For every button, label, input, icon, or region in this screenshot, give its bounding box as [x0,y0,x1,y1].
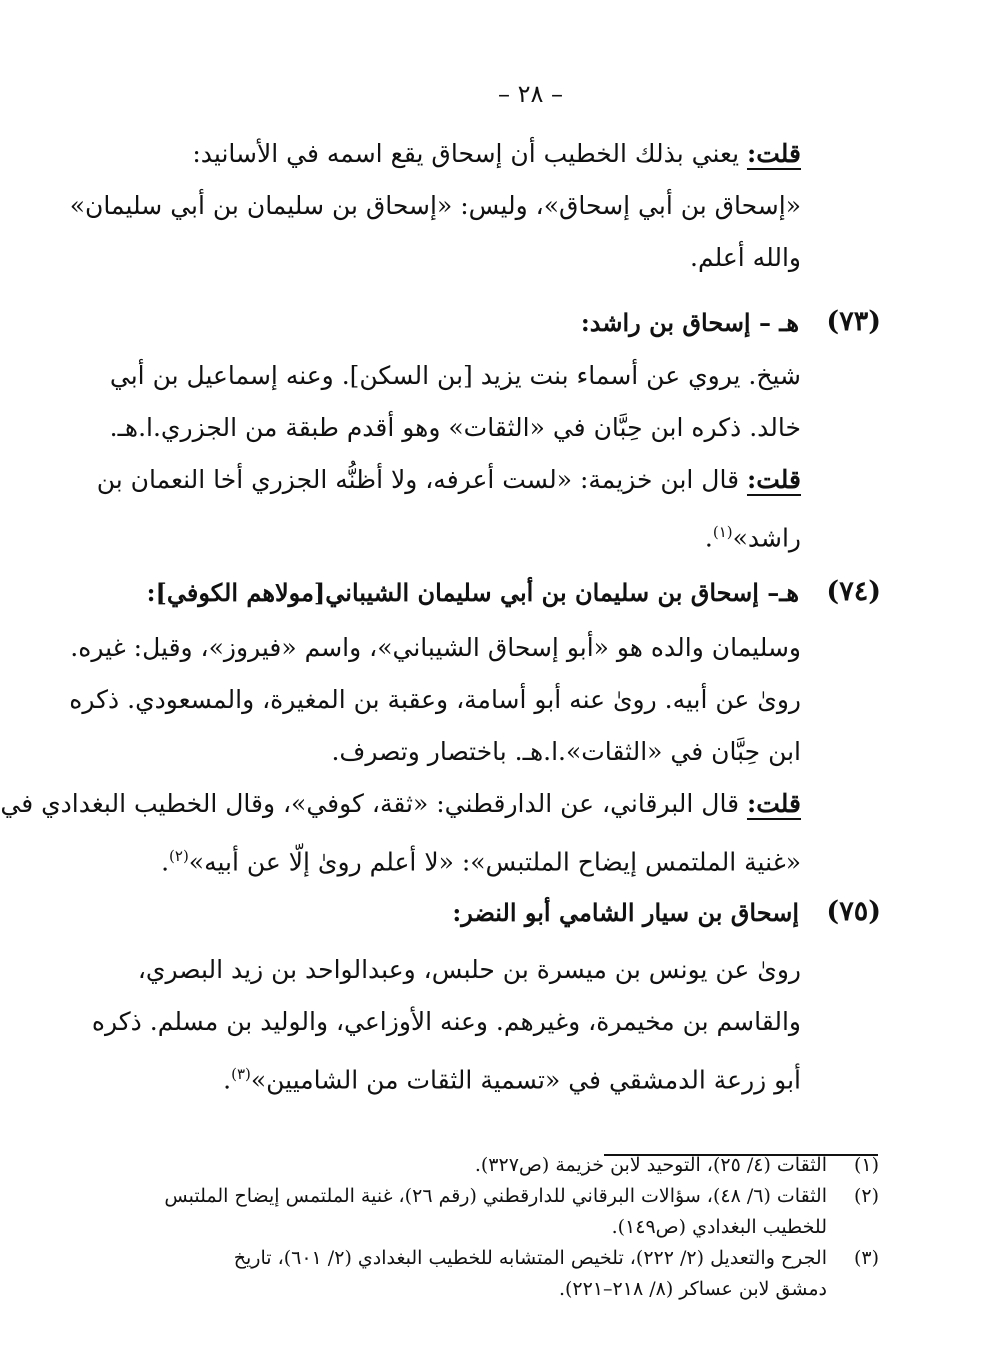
entry-heading: إسحاق بن سيار الشامي أبو النضر: [452,898,799,927]
entry-number: (٧٤) [826,576,881,607]
entry-body [0,622,801,882]
note-line [96,454,801,506]
footnote-body [164,1181,827,1243]
note-line: «غنية الملتمس إيضاح الملتبس»: «لا أعلم رویٰ إلّا عن أبيه»$^{(٢)}$. [161,847,801,877]
entry-line: ابن حِبَّان في «الثقات».ا.هـ. باختصار وتصرف. [331,737,801,766]
entry-line: أبو زرعة الدمشقي في «تسمية الثقات من الشاميين»$^{(٣)}$. [223,1065,801,1095]
qult-label: قلت: [746,789,801,818]
entry-line: وسليمان والده هو «أبو إسحاق الشيباني»، واسم «فيروز»، وقيل: غيره. [70,633,801,662]
note-text: راشد» [732,523,801,553]
intro-line: والله أعلم. [690,243,801,272]
entry-body [96,350,801,558]
footnote [164,1181,879,1243]
note-text: قال البرقاني، عن الدارقطني: «ثقة، كوفي»، وقال الخطيب البغدادي في [0,789,747,818]
intro-text: يعني بذلك الخطيب أن إسحاق يقع اسمه في الأسانيد: [192,139,747,168]
footnote-ref: (٢) [169,847,189,865]
intro-line: «إسحاق بن أبي إسحاق»، وليس: «إسحاق بن سليمان بن أبي سليمان» [69,191,801,220]
qult-label: قلت: [746,465,801,494]
entry-body [91,944,801,1100]
entry-line: رویٰ عن يونس بن ميسرة بن حلبس، وعبدالواحد بن زيد البصري، [137,955,801,984]
entry-line: خالد. ذكره ابن حِبَّان في «الثقات» وهو أقدم طبقة من الجزري.ا.هـ. [109,413,801,442]
note-text: قال ابن خزيمة: «لست أعرفه، ولا أظنُّه الجزري أخا النعمان بن [96,465,747,494]
entry-number: (٧٥) [826,896,881,927]
footnote-ref: (٣) [231,1065,251,1083]
entry-heading: هـ – إسحاق بن راشد: [580,308,799,337]
intro-line [176,128,801,180]
footnote-number: (٢) [853,1185,879,1207]
note-line [0,778,801,830]
footnote [179,1150,879,1181]
entry-text: أبو زرعة الدمشقي في «تسمية الثقات من الشاميين» [250,1065,801,1095]
entry-line: رویٰ عن أبيه. رویٰ عنه أبو أسامة، وعقبة بن المغيرة، والمسعودي. ذكره [69,685,801,714]
footnote-line: الثقات (٦/ ٤٨)، سؤالات البرقاني للدارقطني (رقم ٢٦)، غنية الملتمس إيضاح الملتبس [164,1185,827,1207]
entry-number: (٧٣) [826,306,881,337]
footnote-ref: (١) [712,523,733,541]
qult-label: قلت: [746,139,801,168]
footnote-number: (١) [853,1154,879,1176]
page-number: – ٢٨ – [497,80,564,108]
entry-heading: هـ– إسحاق بن سليمان بن أبي سليمان الشيباني[مولاهم الكوفي]: [146,578,799,607]
intro-paragraph [69,128,801,284]
footnote [179,1243,879,1305]
footnote-line: دمشق لابن عساكر (٨/ ٢١٨–٢٢١). [558,1278,827,1300]
footnote-number: (٣) [853,1247,879,1269]
footnote-body [179,1150,827,1181]
footnote-body [179,1243,827,1305]
footnote-line: للخطيب البغدادي (ص١٤٩). [611,1216,827,1238]
note-text: «غنية الملتمس إيضاح الملتبس»: «لا أعلم رویٰ إلّا عن أبيه» [188,847,801,877]
entry-line: شيخ. يروي عن أسماء بنت يزيد [بن السكن]. وعنه إسماعيل بن أبي [109,361,801,390]
footnote-line: الجرح والتعديل (٢/ ٢٢٢)، تلخيص المتشابه للخطيب البغدادي (٢/ ٦٠١)، تاريخ [233,1247,827,1269]
entry-line: والقاسم بن مخيمرة، وغيرهم. وعنه الأوزاعي، والوليد بن مسلم. ذكره [91,1007,801,1036]
footnote-line: الثقات (٤/ ٢٥)، التوحيد لابن خزيمة (ص٣٢٧). [474,1154,827,1176]
note-line: راشد»$^{(١)}$. [704,523,801,553]
